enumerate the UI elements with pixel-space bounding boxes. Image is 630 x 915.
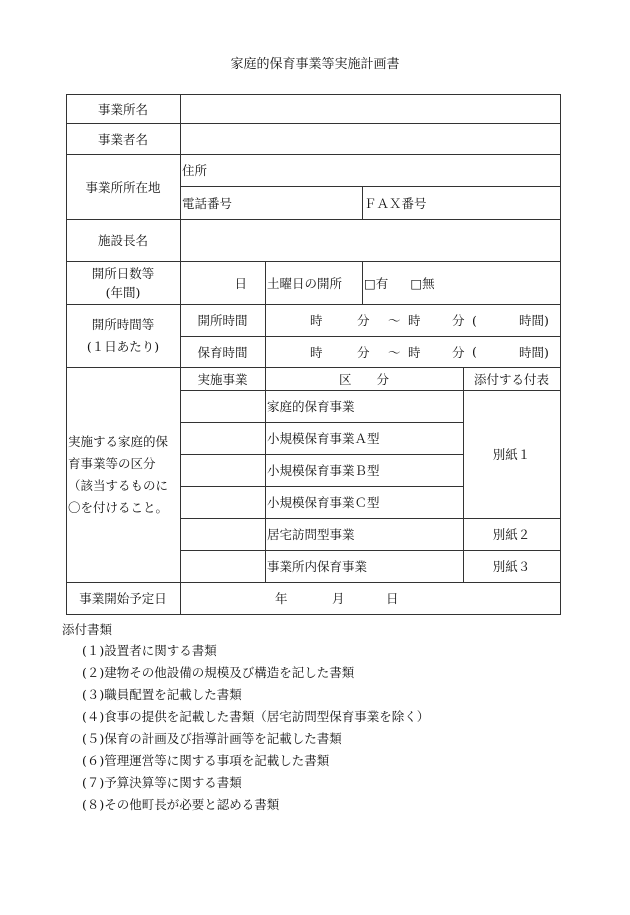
implemented-checkbox-cell[interactable] <box>181 455 265 486</box>
minute-unit: 分 <box>357 313 370 328</box>
start-date-field[interactable] <box>180 582 560 614</box>
paren-open: ( <box>472 312 477 328</box>
year-unit: 年 <box>275 591 288 606</box>
implemented-checkbox-cell[interactable] <box>181 391 265 422</box>
attachment-item: (２)建物その他設備の規模及び構造を記した書類 <box>82 665 355 680</box>
label-care-hours: 保育時間 <box>197 344 248 360</box>
no-checkbox[interactable]: □無 <box>410 275 435 291</box>
type-row: 事業所内保育事業 <box>267 559 368 574</box>
tilde: 〜 <box>388 344 401 360</box>
open-days-field[interactable] <box>180 261 265 304</box>
attachment-item: (４)食事の提供を記載した書類（居宅訪問型保育事業を除く） <box>82 709 430 724</box>
label-hours-line2: (１日あたり) <box>86 338 160 354</box>
hour-unit: 時 <box>408 313 421 328</box>
type-row: 小規模保育事業Ｃ型 <box>267 495 380 510</box>
annex-3: 別紙３ <box>492 559 531 574</box>
attachments-heading: 添付書類 <box>62 622 113 637</box>
label-saturday-open: 土曜日の開所 <box>267 275 343 291</box>
label-office-name: 事業所名 <box>97 101 148 117</box>
implemented-checkbox-cell[interactable] <box>181 487 265 518</box>
attachment-item: (３)職員配置を記載した書類 <box>82 687 242 702</box>
type-row: 小規模保育事業Ａ型 <box>267 431 380 446</box>
annex-2: 別紙２ <box>492 527 531 542</box>
attachment-item: (５)保育の計画及び指導計画等を記載した書類 <box>82 731 342 746</box>
minute-unit: 分 <box>452 344 465 360</box>
yes-checkbox[interactable]: □有 <box>364 275 389 291</box>
month-unit: 月 <box>332 591 345 606</box>
implemented-checkbox-cell[interactable] <box>181 423 265 454</box>
attachment-item: (７)予算決算等に関する書類 <box>82 775 242 790</box>
minute-unit: 分 <box>357 344 370 360</box>
label-hours-line1: 開所時間等 <box>91 316 155 332</box>
address-field[interactable] <box>180 154 560 186</box>
type-row: 家庭的保育事業 <box>267 399 355 414</box>
header-attachment: 添付する付表 <box>473 371 549 387</box>
minute-unit: 分 <box>452 313 465 328</box>
saturday-options <box>362 261 560 304</box>
annex-1: 別紙１ <box>492 447 531 462</box>
office-name-field[interactable] <box>181 95 560 123</box>
label-facility-head: 施設長名 <box>97 233 148 248</box>
label-category: 実施する家庭的保育事業等の区分（該当するものに〇を付けること。 <box>68 433 169 515</box>
label-fax: ＦＡＸ番号 <box>364 195 427 211</box>
hours-total-unit: 時間) <box>519 313 549 328</box>
header-division: 区 分 <box>338 371 389 387</box>
implemented-checkbox-cell[interactable] <box>181 519 265 550</box>
label-start-date: 事業開始予定日 <box>79 591 167 606</box>
label-hours <box>66 304 180 367</box>
label-opening-hours: 開所時間 <box>197 313 248 328</box>
implemented-checkbox-cell[interactable] <box>181 551 265 582</box>
care-hours-field[interactable] <box>265 336 560 367</box>
header-implemented: 実施事業 <box>197 371 248 387</box>
label-day-unit: 日 <box>234 275 247 291</box>
attachment-item: (１)設置者に関する書類 <box>82 643 217 658</box>
hour-unit: 時 <box>408 344 421 360</box>
hour-unit: 時 <box>310 313 323 328</box>
label-phone: 電話番号 <box>182 195 233 211</box>
label-open-days <box>66 261 180 304</box>
document-title: 家庭的保育事業等実施計画書 <box>230 57 400 72</box>
type-row: 小規模保育事業Ｂ型 <box>267 463 380 478</box>
label-address: 住所 <box>182 163 208 178</box>
paren-open: ( <box>472 344 477 359</box>
hours-total-unit: 時間) <box>519 344 549 360</box>
label-open-days-line2: (年間) <box>105 284 141 300</box>
attachment-item: (８)その他町長が必要と認める書類 <box>82 797 280 812</box>
type-row: 居宅訪問型事業 <box>267 527 355 542</box>
operator-name-field[interactable] <box>181 124 560 154</box>
phone-field[interactable] <box>180 186 362 219</box>
label-office-location: 事業所所在地 <box>85 179 161 195</box>
tilde: 〜 <box>388 313 401 328</box>
hour-unit: 時 <box>310 344 323 360</box>
fax-field[interactable] <box>362 186 560 219</box>
day-unit: 日 <box>386 591 399 606</box>
facility-head-field[interactable] <box>181 220 560 261</box>
label-open-days-line1: 開所日数等 <box>91 265 155 281</box>
opening-hours-field[interactable] <box>265 304 560 336</box>
label-operator-name: 事業者名 <box>97 131 148 147</box>
attachment-item: (６)管理運営等に関する事項を記載した書類 <box>82 753 330 768</box>
